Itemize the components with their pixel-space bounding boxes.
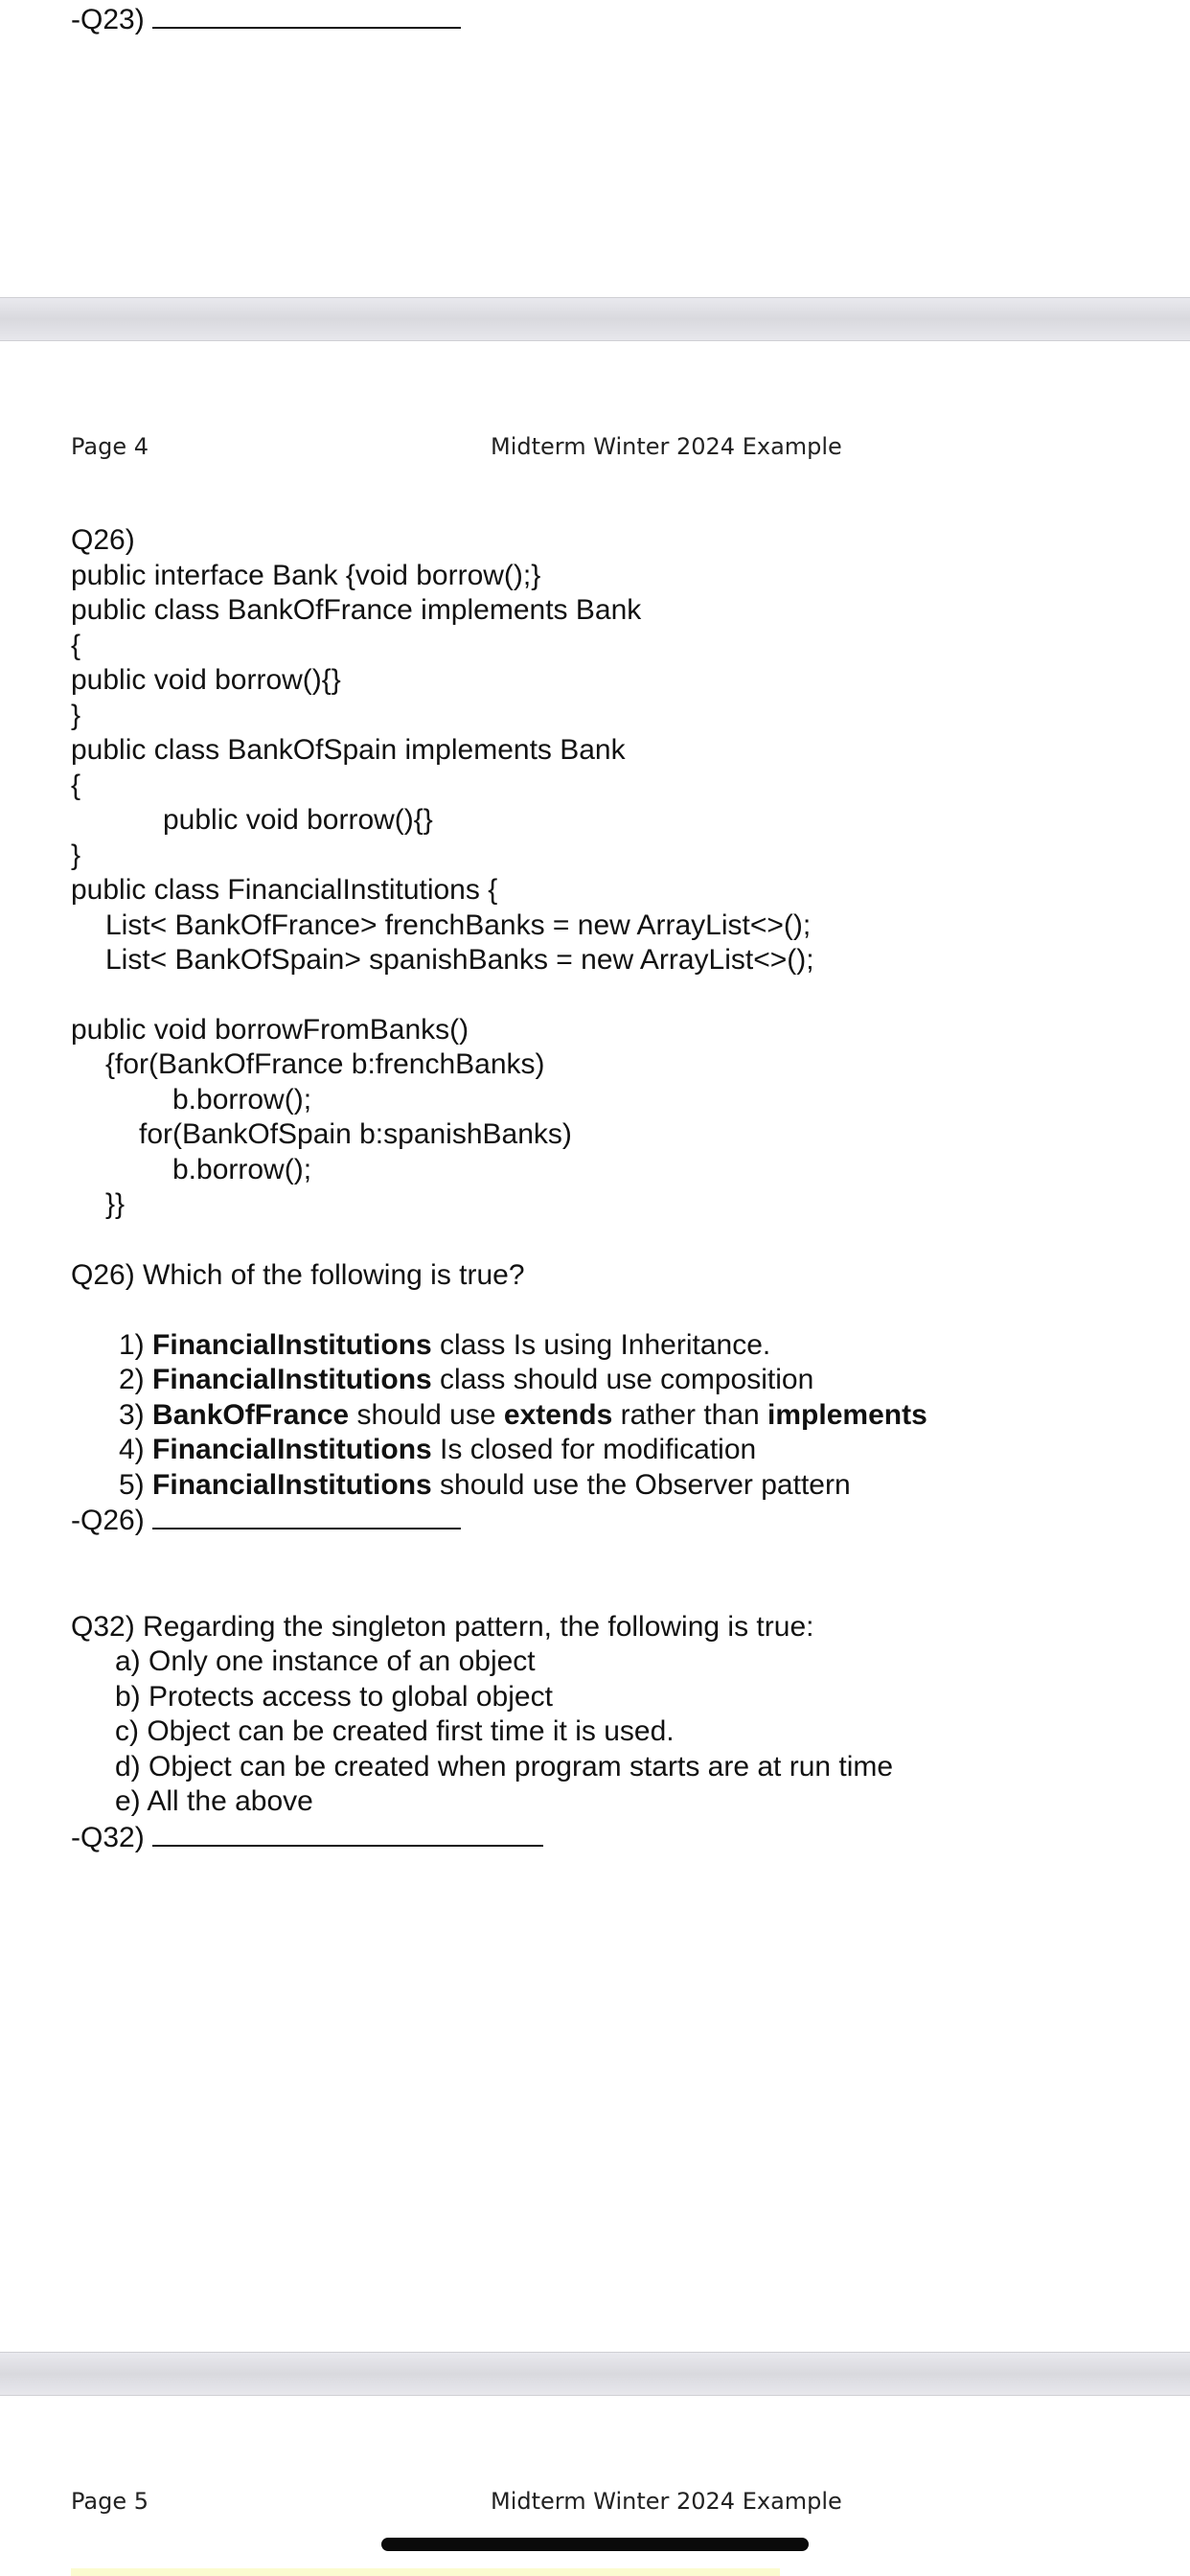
code-line: public class FinancialInstitutions { bbox=[71, 874, 498, 906]
code-line: { bbox=[71, 770, 81, 801]
question-text: Q26) Which of the following is true? bbox=[71, 1259, 525, 1291]
code-line: public void borrow(){} bbox=[71, 664, 341, 696]
code-line: public void borrow(){} bbox=[163, 804, 433, 836]
option-bold-text: FinancialInstitutions bbox=[152, 1469, 432, 1501]
option-letter: e) bbox=[115, 1785, 141, 1817]
option-number: 5) bbox=[119, 1469, 145, 1501]
option-bold-text: FinancialInstitutions bbox=[152, 1329, 432, 1361]
option-text: rather than bbox=[612, 1399, 768, 1431]
option-letter: a) bbox=[115, 1645, 141, 1677]
page-gap bbox=[0, 297, 1190, 341]
code-line: } bbox=[71, 700, 81, 731]
page-header-title: Midterm Winter 2024 Example bbox=[491, 2488, 842, 2515]
option-text: class should use composition bbox=[431, 1364, 814, 1395]
page-3-bottom bbox=[0, 0, 1190, 297]
code-line: public class BankOfFrance implements Bank bbox=[71, 594, 642, 626]
option-letter: c) bbox=[115, 1715, 139, 1747]
code-line: }} bbox=[105, 1188, 126, 1220]
option-c[interactable] bbox=[115, 1714, 675, 1749]
option-number: 4) bbox=[119, 1434, 145, 1465]
option-letter: d) bbox=[115, 1751, 141, 1782]
option-text: Object can be created first time it is used. bbox=[147, 1715, 675, 1747]
option-bold-text: extends bbox=[503, 1399, 613, 1431]
answer-blank[interactable] bbox=[152, 2, 461, 29]
option-text: class Is using Inheritance. bbox=[431, 1329, 771, 1361]
code-line: b.borrow(); bbox=[172, 1154, 312, 1185]
code-line: { bbox=[71, 630, 81, 661]
q23-answer-line: -Q23) bbox=[71, 2, 461, 37]
option-text: should use the Observer pattern bbox=[431, 1469, 851, 1501]
home-indicator[interactable] bbox=[381, 2538, 809, 2551]
option-text: All the above bbox=[147, 1785, 313, 1817]
option-number: 1) bbox=[119, 1329, 145, 1361]
option-5[interactable] bbox=[119, 1468, 851, 1503]
option-d[interactable] bbox=[115, 1750, 893, 1784]
q26-answer-line: -Q26) bbox=[71, 1503, 461, 1538]
option-3[interactable] bbox=[119, 1398, 927, 1433]
code-line: public class BankOfSpain implements Bank bbox=[71, 734, 626, 766]
option-bold-text: FinancialInstitutions bbox=[152, 1364, 432, 1395]
option-text: Object can be created when program starts are at run time bbox=[149, 1751, 894, 1782]
q32-answer-line: -Q32) bbox=[71, 1820, 543, 1855]
option-a[interactable] bbox=[115, 1644, 536, 1679]
option-b[interactable] bbox=[115, 1680, 553, 1714]
option-letter: b) bbox=[115, 1681, 141, 1713]
question-text: Q32) Regarding the singleton pattern, the following is true: bbox=[71, 1611, 814, 1643]
page-gap bbox=[0, 2352, 1190, 2396]
code-line: public interface Bank {void borrow();} bbox=[71, 560, 541, 591]
option-text: should use bbox=[349, 1399, 504, 1431]
option-1[interactable] bbox=[119, 1328, 770, 1363]
answer-blank[interactable] bbox=[152, 1820, 543, 1847]
code-line: } bbox=[71, 840, 81, 871]
option-number: 2) bbox=[119, 1364, 145, 1395]
option-number: 3) bbox=[119, 1399, 145, 1431]
answer-blank[interactable] bbox=[152, 1503, 461, 1530]
text-highlight bbox=[71, 2568, 780, 2576]
page-number: Page 5 bbox=[71, 2488, 149, 2515]
code-line: for(BankOfSpain b:spanishBanks) bbox=[139, 1118, 572, 1150]
option-bold-text: implements bbox=[767, 1399, 927, 1431]
option-4[interactable] bbox=[119, 1433, 756, 1467]
code-line: {for(BankOfFrance b:frenchBanks) bbox=[105, 1048, 545, 1080]
option-bold-text: BankOfFrance bbox=[152, 1399, 350, 1431]
code-line: List< BankOfFrance> frenchBanks = new ArrayList<>(); bbox=[105, 909, 812, 941]
code-line: b.borrow(); bbox=[172, 1084, 312, 1116]
code-line: public void borrowFromBanks() bbox=[71, 1014, 469, 1046]
code-line: List< BankOfSpain> spanishBanks = new ArrayList<>(); bbox=[105, 944, 814, 976]
option-text: Only one instance of an object bbox=[149, 1645, 536, 1677]
option-bold-text: FinancialInstitutions bbox=[152, 1434, 432, 1465]
option-2[interactable] bbox=[119, 1363, 813, 1397]
option-text: Protects access to global object bbox=[149, 1681, 553, 1713]
question-number: Q26) bbox=[71, 524, 135, 556]
option-text: Is closed for modification bbox=[431, 1434, 757, 1465]
page-header-title: Midterm Winter 2024 Example bbox=[491, 433, 842, 460]
option-e[interactable] bbox=[115, 1784, 313, 1819]
page-number: Page 4 bbox=[71, 433, 149, 460]
